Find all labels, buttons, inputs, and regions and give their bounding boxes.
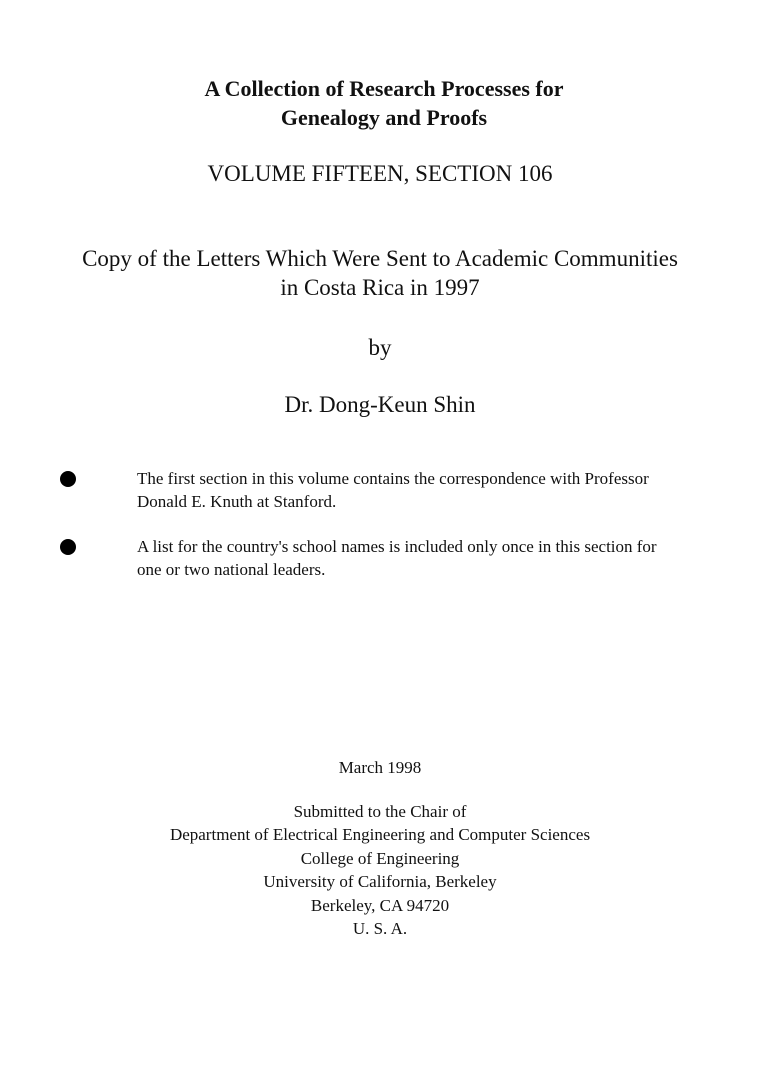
- bullet-text-line-1: The first section in this volume contains the correspondence with Professor: [137, 469, 649, 488]
- submission-date: March 1998: [338, 758, 422, 777]
- volume-heading: VOLUME FIFTEEN, SECTION 106: [207, 161, 553, 186]
- bullet-text-line-2: Donald E. Knuth at Stanford.: [137, 492, 337, 511]
- by-line: by: [368, 335, 392, 360]
- subject-line-1: Copy of the Letters Which Were Sent to Academic Communities: [82, 246, 678, 271]
- subject-line-2: in Costa Rica in 1997: [280, 275, 480, 300]
- university-line: University of California, Berkeley: [263, 872, 497, 891]
- city-line: Berkeley, CA 94720: [310, 895, 450, 915]
- bullet-text-line-2: one or two national leaders.: [137, 560, 326, 579]
- submission-line: Submitted to the Chair of: [293, 801, 467, 821]
- bullet-dot-icon: [60, 471, 76, 487]
- document-subject: [0, 244, 760, 302]
- document-title: [0, 74, 760, 132]
- title-line-1: A Collection of Research Processes for: [204, 76, 564, 101]
- bullet-list: [58, 467, 738, 603]
- author-name: Dr. Dong-Keun Shin: [284, 392, 476, 417]
- bullet-dot-icon: [60, 539, 76, 555]
- department-line: Department of Electrical Engineering and Computer Sciences: [169, 825, 591, 844]
- submission-block: [0, 756, 760, 941]
- country-line: U. S. A.: [352, 919, 408, 938]
- bullet-item: [58, 535, 738, 581]
- title-line-2: Genealogy and Proofs: [280, 105, 488, 130]
- bullet-text-line-1: A list for the country's school names is included only once in this section for: [137, 537, 657, 556]
- college-line: College of Engineering: [300, 848, 460, 868]
- bullet-item: [58, 467, 738, 513]
